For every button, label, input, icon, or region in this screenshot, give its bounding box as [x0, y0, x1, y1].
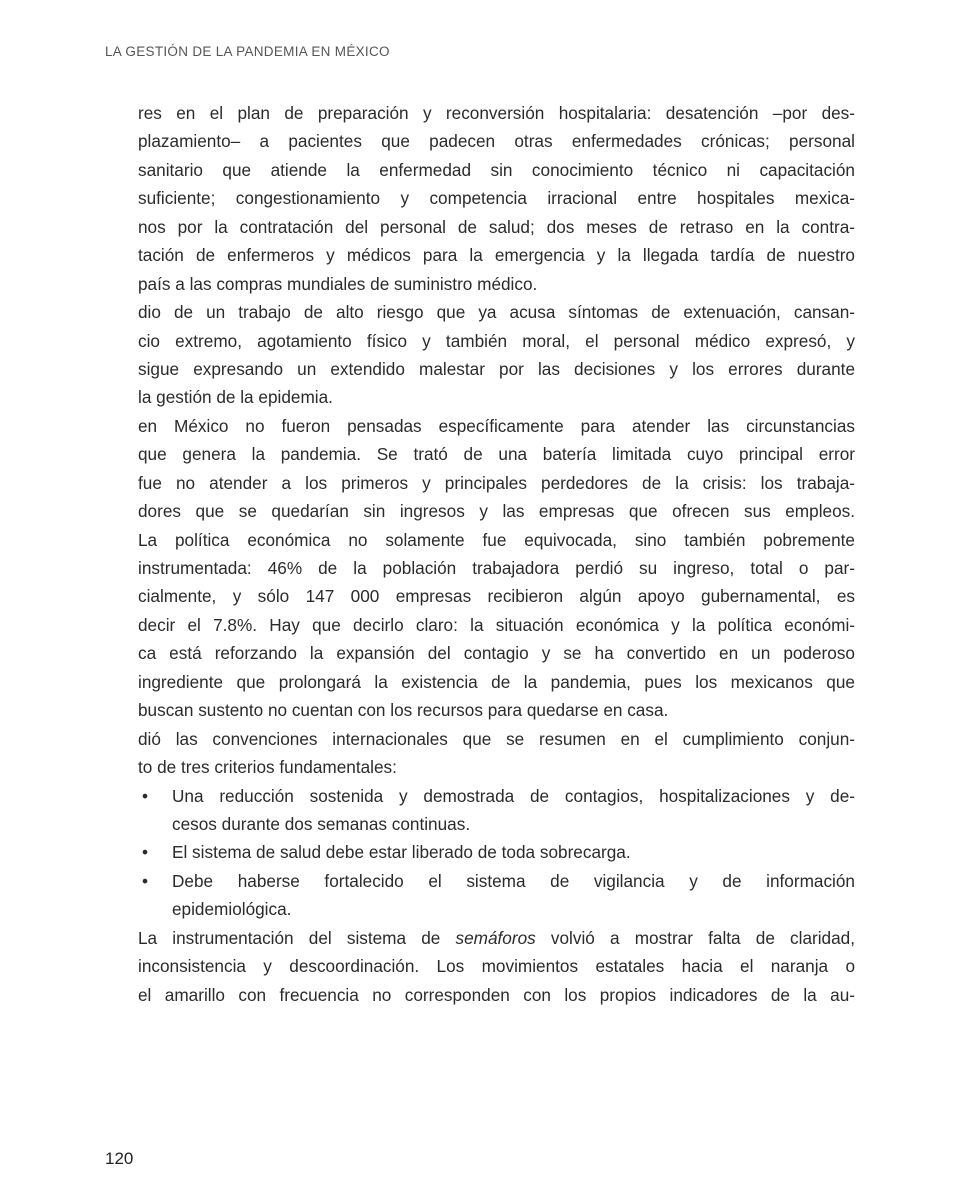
text-run: inconsistencia y descoordinación. Los movimientos estatales hacia el naranja o: [138, 956, 855, 977]
text-run: que genera la pandemia. Se trató de una batería limitada cuyo principal error: [138, 444, 855, 465]
line-text: [138, 412, 855, 440]
line-text: [138, 156, 855, 184]
line-text: [138, 213, 855, 241]
text-run: res en el plan de preparación y reconversión hospitalaria: desatención –por des-: [138, 103, 855, 123]
page-number: 120: [105, 1149, 134, 1168]
text-line: [0, 639, 958, 667]
line-text: [172, 867, 855, 895]
text-line: [0, 526, 958, 554]
line-text: [172, 838, 855, 866]
line-text: [172, 810, 855, 838]
line-text: [138, 696, 855, 724]
text-run: La política económica no solamente fue equivocada, sino también pobremente: [138, 529, 855, 550]
line-text: [138, 952, 855, 980]
text-run: Una reducción sostenida y demostrada de contagios, hospitalizaciones y de-: [172, 785, 855, 806]
text-line: [0, 383, 958, 411]
text-line: [0, 952, 958, 980]
bullet-icon: •: [142, 870, 149, 891]
text-line: [0, 99, 958, 127]
bullet-icon: •: [142, 842, 149, 863]
line-text: [138, 924, 855, 952]
line-text: [172, 782, 855, 810]
line-text: [138, 611, 855, 639]
text-run: sanitario que atiende la enfermedad sin conocimiento técnico ni capacitación: [138, 159, 855, 180]
bullet-item-line: [0, 867, 958, 895]
text-line: [0, 611, 958, 639]
text-line: [0, 184, 958, 212]
text-run: plazamiento– a pacientes que padecen otras enfermedades crónicas; personal: [138, 131, 855, 152]
line-text: [138, 184, 855, 212]
text-line: [0, 440, 958, 468]
text-line: [0, 127, 958, 155]
text-line: [0, 725, 958, 753]
line-text: [172, 895, 855, 923]
text-line: [0, 924, 958, 952]
text-run: ingrediente que prolongará la existencia de la pandemia, pues los mexicanos que: [138, 671, 855, 692]
text-line: [0, 469, 958, 497]
bullet-icon: •: [142, 785, 149, 806]
text-run: volvió a mostrar falta de claridad,: [535, 927, 855, 948]
text-line: [0, 497, 958, 525]
line-text: [138, 99, 855, 127]
text-line: [0, 981, 958, 1009]
text-line: [0, 327, 958, 355]
text-run: decir el 7.8%. Hay que decirlo claro: la situación económica y la política económi-: [138, 614, 855, 635]
text-run: la gestión de la epidemia.: [138, 387, 333, 408]
text-line: [0, 810, 958, 838]
line-text: [138, 582, 855, 610]
text-line: [0, 298, 958, 326]
text-run: La instrumentación del sistema de: [138, 927, 456, 948]
line-text: [138, 241, 855, 269]
text-line: [0, 895, 958, 923]
text-run: cialmente, y sólo 147 000 empresas recibieron algún apoyo gubernamental, es: [138, 586, 855, 607]
text-run: nos por la contratación del personal de salud; dos meses de retraso en la contra-: [138, 216, 855, 237]
line-text: [138, 440, 855, 468]
text-run: suficiente; congestionamiento y competencia irracional entre hospitales mexica-: [138, 188, 855, 209]
text-line: [0, 355, 958, 383]
line-text: [138, 298, 855, 326]
text-run: buscan sustento no cuentan con los recursos para quedarse en casa.: [138, 700, 669, 721]
text-line: [0, 412, 958, 440]
line-text: [138, 753, 855, 781]
text-run: cesos durante dos semanas continuas.: [172, 813, 471, 834]
line-text: [138, 526, 855, 554]
text-run: instrumentada: 46% de la población trabajadora perdió su ingreso, total o par-: [138, 558, 855, 578]
text-line: [0, 668, 958, 696]
text-run: cio extremo, agotamiento físico y también moral, el personal médico expresó, y: [138, 330, 855, 351]
text-line: [0, 241, 958, 269]
line-text: [138, 327, 855, 355]
line-text: [138, 270, 855, 298]
line-text: [138, 554, 855, 582]
line-text: [138, 981, 855, 1009]
text-run: dores que se quedarían sin ingresos y las empresas que ofrecen sus empleos.: [138, 501, 855, 522]
line-text: [138, 497, 855, 525]
running-header: LA GESTIÓN DE LA PANDEMIA EN MÉXICO: [105, 44, 390, 59]
text-run: dio de un trabajo de alto riesgo que ya acusa síntomas de extenuación, cansan-: [138, 302, 855, 323]
text-line: [0, 554, 958, 582]
italic-heading: semáforos: [455, 927, 536, 948]
line-text: [138, 383, 855, 411]
line-text: [138, 469, 855, 497]
text-line: [0, 213, 958, 241]
line-text: [138, 725, 855, 753]
text-run: Debe haberse fortalecido el sistema de vigilancia y de información: [172, 870, 855, 891]
bullet-item-line: [0, 838, 958, 866]
text-line: [0, 156, 958, 184]
line-text: [138, 639, 855, 667]
bullet-item-line: [0, 782, 958, 810]
text-line: [0, 753, 958, 781]
text-run: fue no atender a los primeros y principales perdedores de la crisis: los trabaja-: [138, 472, 855, 493]
line-text: [138, 127, 855, 155]
text-run: epidemiológica.: [172, 899, 292, 920]
text-run: sigue expresando un extendido malestar por las decisiones y los errores durante: [138, 358, 855, 379]
text-run: ca está reforzando la expansión del contagio y se ha convertido en un poderoso: [138, 643, 855, 664]
page-body: [0, 99, 958, 1009]
text-run: El sistema de salud debe estar liberado de toda sobrecarga.: [172, 842, 631, 863]
text-line: [0, 582, 958, 610]
text-run: to de tres criterios fundamentales:: [138, 757, 397, 778]
line-text: [138, 355, 855, 383]
text-line: [0, 270, 958, 298]
text-run: tación de enfermeros y médicos para la emergencia y la llegada tardía de nuestro: [138, 245, 855, 266]
text-run: el amarillo con frecuencia no corresponden con los propios indicadores de la au-: [138, 984, 855, 1005]
text-run: dió las convenciones internacionales que se resumen en el cumplimiento conjun-: [138, 728, 855, 749]
text-run: país a las compras mundiales de suministro médico.: [138, 273, 538, 294]
line-text: [138, 668, 855, 696]
text-run: en México no fueron pensadas específicamente para atender las circunstancias: [138, 415, 855, 436]
text-line: [0, 696, 958, 724]
